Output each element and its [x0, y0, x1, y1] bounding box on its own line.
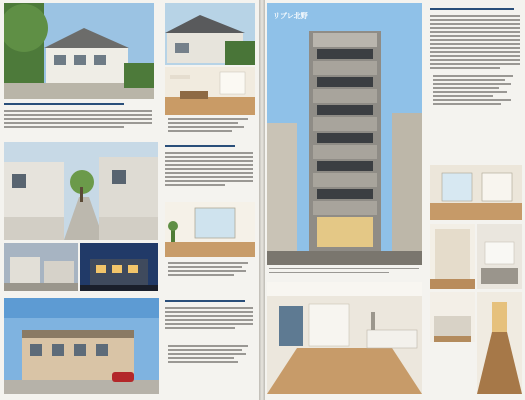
- living-room-illustration: [165, 67, 255, 115]
- property-title: リブレ北野: [273, 12, 308, 20]
- hallway-illustration: [477, 292, 522, 394]
- photo-apartment-tower: [267, 3, 422, 265]
- living-kitchen-illustration: [267, 282, 422, 394]
- photo-interior-bright: [165, 202, 255, 257]
- photo-street-dusk: [4, 243, 78, 291]
- right-section-body: [430, 15, 522, 71]
- closet-illustration: [430, 224, 475, 289]
- interior-bright-illustration: [165, 202, 255, 257]
- spec-lines-1: [168, 118, 256, 132]
- street-dusk-illustration: [4, 243, 78, 291]
- photo-townhouse-sky: [4, 298, 159, 394]
- night-exterior-illustration: [80, 243, 158, 291]
- apartment-tower-illustration: [267, 3, 422, 265]
- spec-block-1: [168, 118, 256, 134]
- photo-kitchen-small: [430, 292, 475, 342]
- section-1-heading: [4, 103, 154, 108]
- section-2-heading: [165, 145, 255, 150]
- right-spec-lines: [433, 75, 521, 107]
- photo-house-exterior-top: [4, 3, 154, 99]
- photo-interior-room: [430, 165, 522, 220]
- section-1-body: [4, 110, 154, 130]
- house-illustration: [4, 3, 154, 99]
- house-corner-illustration: [165, 3, 255, 65]
- tower-caption: [269, 268, 419, 275]
- kitchen-small-illustration: [430, 292, 475, 342]
- courtyard-illustration: [4, 142, 158, 240]
- left-page: [0, 0, 259, 400]
- photo-living-room: [165, 67, 255, 115]
- photo-living-kitchen: [267, 282, 422, 394]
- right-section-heading: [430, 8, 522, 13]
- section-3-body: [165, 307, 255, 331]
- interior-room-illustration: [430, 165, 522, 220]
- section-2-body: [165, 152, 255, 188]
- photo-bathroom: [477, 224, 522, 289]
- townhouse-illustration: [4, 298, 159, 394]
- photo-closet: [430, 224, 475, 289]
- spec-lines-3: [168, 345, 256, 365]
- photo-house-courtyard: [4, 142, 158, 240]
- right-page: [265, 0, 525, 400]
- photo-house-corner: [165, 3, 255, 65]
- spec-lines-2: [168, 262, 256, 278]
- photo-night-exterior: [80, 243, 158, 291]
- bathroom-illustration: [477, 224, 522, 289]
- photo-hallway: [477, 292, 522, 394]
- section-3-heading: [165, 300, 255, 305]
